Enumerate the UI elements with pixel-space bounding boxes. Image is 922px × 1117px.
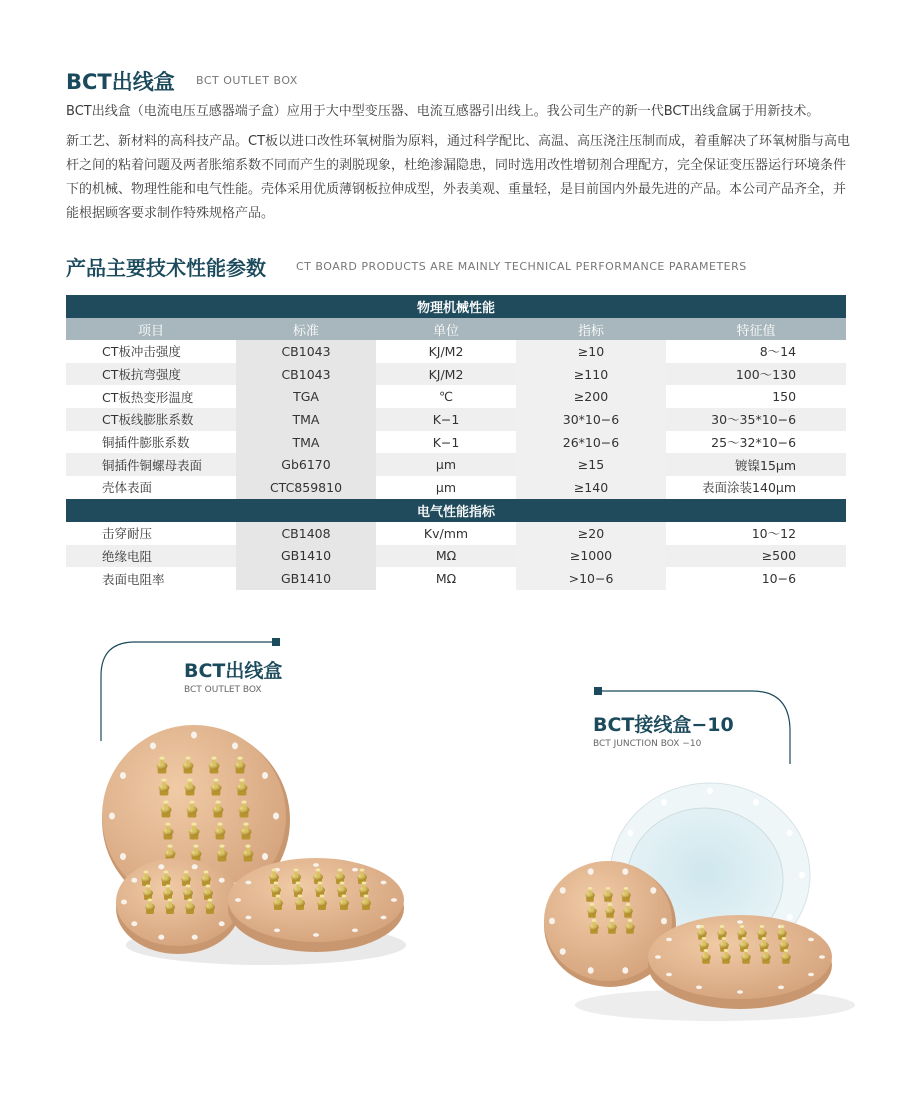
terminal-tip — [217, 822, 222, 825]
cell-unit: KJ/M2 — [376, 340, 516, 363]
cell-standard: CB1043 — [236, 340, 376, 363]
bolt-hole — [707, 788, 713, 794]
bolt-hole — [753, 799, 759, 805]
bolt-hole — [661, 799, 667, 805]
bolt-hole — [352, 928, 358, 932]
table-row — [66, 453, 846, 476]
terminal-tip — [590, 903, 595, 906]
terminal-tip — [782, 937, 787, 940]
terminal-tip — [274, 882, 279, 885]
terminal-tip — [167, 844, 172, 847]
cell-item: CT板抗弯强度 — [66, 363, 236, 386]
bolt-hole — [352, 868, 358, 872]
cell-value: 30～35*10−6 — [666, 408, 846, 431]
cell-value: 100～130 — [666, 363, 846, 386]
terminal-tip — [193, 844, 198, 847]
bolt-hole — [219, 921, 225, 926]
terminal-tip — [243, 822, 248, 825]
cell-unit: K−1 — [376, 431, 516, 454]
bolt-hole — [158, 864, 164, 869]
terminal-tip — [780, 925, 785, 928]
terminal-tip — [340, 882, 345, 885]
bolt-hole — [381, 916, 387, 920]
product-title: BCT接线盒−10 — [593, 714, 734, 736]
cell-value: 150 — [666, 385, 846, 408]
terminal-tip — [744, 949, 749, 952]
cell-value: ≥500 — [666, 545, 846, 568]
column-header: 项目 — [66, 318, 236, 340]
terminal-tip — [204, 871, 209, 874]
terminal-tip — [294, 869, 299, 872]
bolt-hole — [655, 955, 661, 959]
terminal-tip — [168, 899, 173, 902]
terminal-tip — [724, 949, 729, 952]
terminal-tip — [144, 871, 149, 874]
cell-item: CT板热变形温度 — [66, 385, 236, 408]
intro-paragraph-1: BCT出线盒（电流电压互感器端子盒）应用于大中型变压器、电流互感器引出线上。我公司生产的新一代BCT出线盒属于用新技术。 — [66, 104, 820, 119]
table-row — [66, 340, 846, 363]
cell-value: 8～14 — [666, 340, 846, 363]
bolt-hole — [819, 955, 825, 959]
table-row — [66, 363, 846, 386]
bolt-hole — [560, 948, 566, 955]
bolt-hole — [158, 935, 164, 940]
cell-item: CT板冲击强度 — [66, 340, 236, 363]
table-row — [66, 431, 846, 454]
cell-standard: CB1043 — [236, 363, 376, 386]
bolt-hole — [588, 967, 594, 974]
bolt-hole — [219, 878, 225, 883]
terminal-tip — [762, 937, 767, 940]
terminal-tip — [245, 844, 250, 847]
cell-unit: K−1 — [376, 408, 516, 431]
bolt-hole — [661, 918, 667, 925]
bolt-hole — [262, 853, 268, 860]
terminal-tip — [191, 822, 196, 825]
bolt-hole — [787, 914, 793, 920]
table-row — [66, 522, 846, 545]
terminal-tip — [318, 882, 323, 885]
bolt-hole — [787, 830, 793, 836]
params-subtitle: CT BOARD PRODUCTS ARE MAINLY TECHNICAL PERFORMANCE PARAMETERS — [296, 260, 747, 273]
bolt-hole — [650, 887, 656, 894]
cell-index: ≥140 — [516, 476, 666, 499]
cell-index: ≥15 — [516, 453, 666, 476]
cell-item: 击穿耐压 — [66, 522, 236, 545]
params-title: 产品主要技术性能参数 — [66, 256, 266, 280]
cell-index: ≥10 — [516, 340, 666, 363]
terminal-tip — [760, 925, 765, 928]
terminal-tip — [161, 778, 166, 781]
bolt-hole — [191, 732, 197, 739]
bolt-hole — [666, 938, 672, 942]
table-row — [66, 408, 846, 431]
bolt-hole — [391, 898, 397, 902]
cell-unit: ℃ — [376, 385, 516, 408]
terminal-tip — [166, 885, 171, 888]
bolt-hole — [588, 868, 594, 875]
bolt-hole — [192, 935, 198, 940]
terminal-tip — [187, 778, 192, 781]
terminal-tip — [624, 887, 629, 890]
bolt-hole — [120, 772, 126, 779]
bolt-hole — [245, 916, 251, 920]
terminal-tip — [740, 925, 745, 928]
terminal-tip — [215, 800, 220, 803]
terminal-tip — [272, 869, 277, 872]
bolt-hole — [192, 864, 198, 869]
cell-standard: TMA — [236, 408, 376, 431]
cell-standard: CB1408 — [236, 522, 376, 545]
table-row — [66, 567, 846, 590]
terminal-tip — [213, 778, 218, 781]
bolt-hole — [808, 938, 814, 942]
cell-unit: KJ/M2 — [376, 363, 516, 386]
outlet-box-photo — [66, 720, 416, 980]
bolt-hole — [737, 920, 743, 924]
terminal-tip — [298, 895, 303, 898]
bolt-hole — [121, 899, 127, 904]
section-title: 物理机械性能 — [66, 295, 846, 318]
junction-box-photo — [540, 775, 870, 1030]
terminal-tip — [588, 887, 593, 890]
bolt-hole — [273, 813, 279, 820]
terminal-tip — [784, 949, 789, 952]
terminal-tip — [148, 899, 153, 902]
bolt-hole — [150, 742, 156, 749]
bolt-hole — [799, 872, 805, 878]
cell-value: 表面涂装140μm — [666, 476, 846, 499]
terminal-tip — [276, 895, 281, 898]
product-label-outlet-box — [184, 656, 282, 695]
cell-unit: MΩ — [376, 545, 516, 568]
terminal-tip — [720, 925, 725, 928]
terminal-tip — [742, 937, 747, 940]
terminal-tip — [704, 949, 709, 952]
cell-unit: MΩ — [376, 567, 516, 590]
cell-standard: GB1410 — [236, 567, 376, 590]
column-header: 标准 — [236, 318, 376, 340]
product-label-junction-box — [593, 710, 734, 749]
terminal-tip — [702, 937, 707, 940]
terminal-tip — [722, 937, 727, 940]
terminal-tip — [626, 903, 631, 906]
column-header: 单位 — [376, 318, 516, 340]
bolt-hole — [120, 853, 126, 860]
product-subtitle: BCT JUNCTION BOX −10 — [593, 739, 702, 749]
terminal-tip — [164, 871, 169, 874]
column-header: 指标 — [516, 318, 666, 340]
bolt-hole — [622, 967, 628, 974]
cell-standard: TGA — [236, 385, 376, 408]
cell-standard: Gb6170 — [236, 453, 376, 476]
terminal-tip — [610, 919, 615, 922]
cell-index: ≥200 — [516, 385, 666, 408]
terminal-tip — [592, 919, 597, 922]
cell-value: 10−6 — [666, 567, 846, 590]
bolt-hole — [381, 881, 387, 885]
terminal-tip — [237, 756, 242, 759]
terminal-tip — [219, 844, 224, 847]
bolt-hole — [696, 986, 702, 990]
bolt-hole — [622, 868, 628, 875]
bolt-hole — [627, 830, 633, 836]
cell-unit: Kv/mm — [376, 522, 516, 545]
intro-paragraph-2: 新工艺、新材料的高科技产品。CT板以进口改性环氧树脂为原料，通过科学配比、高温、高压浇注压制而成，着重解决了环氧树脂与高电杆之间的粘着问题及两者胀缩系数不同而产生的剥脱现象，杜绝渗漏隐患，同时选用改性增韧剂合理配方，完全保证变压器运行环境条件下的机械、物理性能和电气性能。壳体采用优质薄钢板拉伸成型，外表美观、重量轻，是目前国内外最先进的产品。本公司产品齐全，并能根据顾客要求制作特殊规格产品。 — [66, 134, 851, 221]
bolt-hole — [313, 863, 319, 867]
cell-standard: CTC859810 — [236, 476, 376, 499]
product-subtitle: BCT OUTLET BOX — [184, 685, 262, 695]
cell-item: 铜插件铜螺母表面 — [66, 453, 236, 476]
cell-value: 镀镍15μm — [666, 453, 846, 476]
terminal-tip — [146, 885, 151, 888]
terminal-tip — [163, 800, 168, 803]
terminal-tip — [206, 885, 211, 888]
page-subtitle: BCT OUTLET BOX — [196, 74, 298, 87]
terminal-tip — [360, 869, 365, 872]
bolt-hole — [274, 928, 280, 932]
column-header-row — [66, 318, 846, 340]
cell-index: >10−6 — [516, 567, 666, 590]
terminal-tip — [364, 895, 369, 898]
cell-index: ≥110 — [516, 363, 666, 386]
cell-standard: GB1410 — [236, 545, 376, 568]
table-row — [66, 476, 846, 499]
terminal-tip — [338, 869, 343, 872]
bolt-hole — [109, 813, 115, 820]
bolt-hole — [560, 887, 566, 894]
bolt-hole — [232, 742, 238, 749]
bolt-hole — [313, 933, 319, 937]
terminal-tip — [296, 882, 301, 885]
section-title: 电气性能指标 — [66, 499, 846, 522]
table-row — [66, 385, 846, 408]
cell-index: ≥1000 — [516, 545, 666, 568]
bolt-hole — [262, 772, 268, 779]
terminal-tip — [608, 903, 613, 906]
bolt-hole — [778, 986, 784, 990]
terminal-tip — [628, 919, 633, 922]
cell-unit: μm — [376, 476, 516, 499]
terminal-tip — [211, 756, 216, 759]
terminal-tip — [165, 822, 170, 825]
cell-index: 30*10−6 — [516, 408, 666, 431]
bolt-hole — [666, 973, 672, 977]
section-header-mechanical — [66, 295, 846, 318]
page-title: BCT出线盒 — [66, 70, 175, 94]
bolt-hole — [808, 973, 814, 977]
terminal-tip — [764, 949, 769, 952]
terminal-tip — [159, 756, 164, 759]
terminal-tip — [241, 800, 246, 803]
bolt-hole — [549, 918, 555, 925]
cell-value: 25～32*10−6 — [666, 431, 846, 454]
column-header: 特征值 — [666, 318, 846, 340]
terminal-tip — [185, 756, 190, 759]
terminal-tip — [606, 887, 611, 890]
cell-item: 绝缘电阻 — [66, 545, 236, 568]
cell-item: 表面电阻率 — [66, 567, 236, 590]
terminal-tip — [316, 869, 321, 872]
terminal-tip — [700, 925, 705, 928]
cell-index: 26*10−6 — [516, 431, 666, 454]
cell-item: CT板线膨胀系数 — [66, 408, 236, 431]
cell-item: 铜插件膨胀系数 — [66, 431, 236, 454]
terminal-tip — [189, 800, 194, 803]
product-title: BCT出线盒 — [184, 660, 283, 682]
terminal-tip — [362, 882, 367, 885]
terminal-tip — [188, 899, 193, 902]
terminal-tip — [239, 778, 244, 781]
terminal-tip — [184, 871, 189, 874]
bolt-hole — [131, 878, 137, 883]
spec-table — [66, 295, 846, 590]
section-header-electrical — [66, 499, 846, 522]
bolt-hole — [245, 881, 251, 885]
bolt-hole — [131, 921, 137, 926]
terminal-tip — [208, 899, 213, 902]
terminal-tip — [342, 895, 347, 898]
cell-value: 10～12 — [666, 522, 846, 545]
bolt-hole — [235, 898, 241, 902]
cell-index: ≥20 — [516, 522, 666, 545]
terminal-tip — [320, 895, 325, 898]
bolt-hole — [737, 990, 743, 994]
cell-item: 壳体表面 — [66, 476, 236, 499]
terminal-tip — [186, 885, 191, 888]
cell-standard: TMA — [236, 431, 376, 454]
cell-unit: μm — [376, 453, 516, 476]
table-row — [66, 545, 846, 568]
